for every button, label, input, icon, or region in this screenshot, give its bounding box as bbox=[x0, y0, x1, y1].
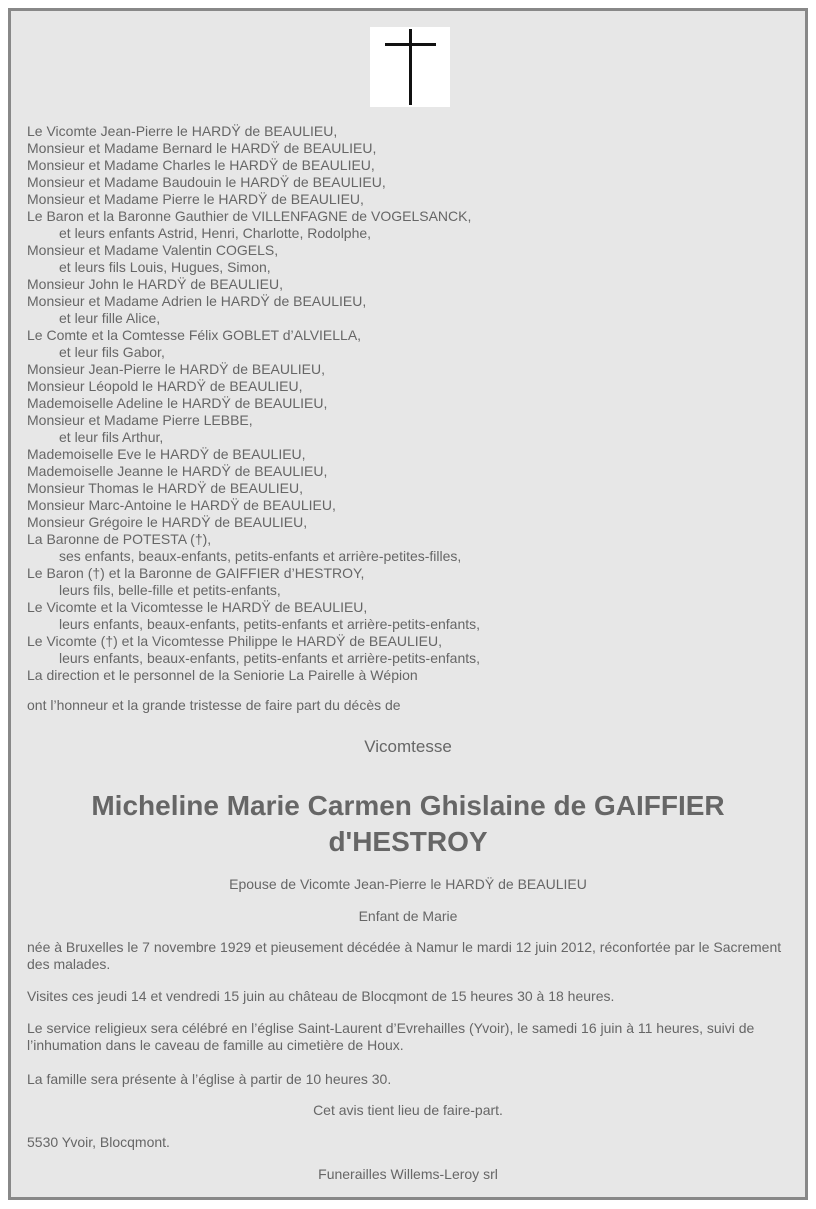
deceased-title: Vicomtesse bbox=[364, 737, 452, 756]
family-line: leurs enfants, beaux-enfants, petits-enfants et arrière-petits-enfants, bbox=[59, 650, 481, 666]
family-line: Le Baron (†) et la Baronne de GAIFFIER d’HESTROY, bbox=[27, 565, 365, 581]
family-line: Le Vicomte et la Vicomtesse le HARDŸ de BEAULIEU, bbox=[27, 599, 368, 615]
family-line: Mademoiselle Jeanne le HARDŸ de BEAULIEU, bbox=[27, 463, 328, 479]
family-line: La Baronne de POTESTA (†), bbox=[27, 531, 212, 547]
family-line: leurs enfants, beaux-enfants, petits-enfants et arrière-petits-enfants, bbox=[59, 616, 481, 632]
announcement-text: ont l’honneur et la grande tristesse de faire part du décès de bbox=[27, 697, 401, 713]
family-line: Monsieur et Madame Pierre le HARDŸ de BEAULIEU, bbox=[27, 191, 364, 207]
family-line: leurs fils, belle-fille et petits-enfants, bbox=[59, 582, 281, 598]
family-line: Monsieur Thomas le HARDŸ de BEAULIEU, bbox=[27, 480, 303, 496]
birth-death-text: née à Bruxelles le 7 novembre 1929 et pieusement décédée à Namur le mardi 12 juin 2012, réconfortée par le Sacrement des malades. bbox=[27, 939, 782, 972]
cross-horizontal bbox=[385, 43, 436, 46]
family-line: et leur fille Alice, bbox=[59, 310, 161, 326]
family-line: et leurs fils Louis, Hugues, Simon, bbox=[59, 259, 271, 275]
deceased-name-line1: Micheline Marie Carmen Ghislaine de GAIFFIER bbox=[91, 790, 725, 821]
spouse-text: Epouse de Vicomte Jean-Pierre le HARDŸ de BEAULIEU bbox=[229, 876, 587, 892]
family-line: et leur fils Gabor, bbox=[59, 344, 165, 360]
service-text: Le service religieux sera célébré en l’église Saint-Laurent d’Evrehailles (Yvoir), le samedi 16 juin à 11 heures, suivi de l’inhumation dans le caveau de famille au cimetière de Houx. bbox=[27, 1020, 755, 1053]
address-text: 5530 Yvoir, Blocqmont. bbox=[27, 1134, 170, 1150]
obituary-card bbox=[8, 8, 808, 1200]
family-list bbox=[27, 123, 787, 684]
family-line: Mademoiselle Adeline le HARDŸ de BEAULIEU, bbox=[27, 395, 328, 411]
family-line: Monsieur et Madame Baudouin le HARDŸ de BEAULIEU, bbox=[27, 174, 386, 190]
family-line: Monsieur Grégoire le HARDŸ de BEAULIEU, bbox=[27, 514, 308, 530]
family-line: Le Comte et la Comtesse Félix GOBLET d’ALVIELLA, bbox=[27, 327, 362, 343]
family-present-text: La famille sera présente à l’église à partir de 10 heures 30. bbox=[27, 1071, 392, 1087]
family-line: Le Baron et la Baronne Gauthier de VILLENFAGNE de VOGELSANCK, bbox=[27, 208, 472, 224]
family-line: Mademoiselle Eve le HARDŸ de BEAULIEU, bbox=[27, 446, 306, 462]
family-line: Monsieur Marc-Antoine le HARDŸ de BEAULIEU, bbox=[27, 497, 336, 513]
notice-text: Cet avis tient lieu de faire-part. bbox=[313, 1102, 503, 1118]
family-line: Monsieur et Madame Valentin COGELS, bbox=[27, 242, 279, 258]
family-line: et leurs enfants Astrid, Henri, Charlotte, Rodolphe, bbox=[59, 225, 372, 241]
family-line: Le Vicomte Jean-Pierre le HARDŸ de BEAULIEU, bbox=[27, 123, 338, 139]
cross-vertical bbox=[409, 29, 412, 105]
family-line: et leur fils Arthur, bbox=[59, 429, 164, 445]
family-line: Monsieur et Madame Bernard le HARDŸ de BEAULIEU, bbox=[27, 140, 377, 156]
family-line: Monsieur Jean-Pierre le HARDŸ de BEAULIEU, bbox=[27, 361, 326, 377]
family-line: Monsieur et Madame Adrien le HARDŸ de BEAULIEU, bbox=[27, 293, 367, 309]
family-line: ses enfants, beaux-enfants, petits-enfants et arrière-petites-filles, bbox=[59, 548, 462, 564]
cross-icon bbox=[370, 27, 450, 107]
family-line: Monsieur et Madame Charles le HARDŸ de BEAULIEU, bbox=[27, 157, 375, 173]
family-line: Monsieur Léopold le HARDŸ de BEAULIEU, bbox=[27, 378, 303, 394]
family-line: Monsieur et Madame Pierre LEBBE, bbox=[27, 412, 253, 428]
deceased-name-line2: d'HESTROY bbox=[328, 826, 488, 857]
funeral-home-text: Funerailles Willems-Leroy srl bbox=[318, 1166, 498, 1182]
family-line: Monsieur John le HARDŸ de BEAULIEU, bbox=[27, 276, 283, 292]
visits-text: Visites ces jeudi 14 et vendredi 15 juin au château de Blocqmont de 15 heures 30 à 18 heures. bbox=[27, 988, 615, 1004]
child-of-text: Enfant de Marie bbox=[358, 908, 458, 924]
family-line: La direction et le personnel de la Seniorie La Pairelle à Wépion bbox=[27, 667, 418, 683]
family-line: Le Vicomte (†) et la Vicomtesse Philippe le HARDŸ de BEAULIEU, bbox=[27, 633, 443, 649]
